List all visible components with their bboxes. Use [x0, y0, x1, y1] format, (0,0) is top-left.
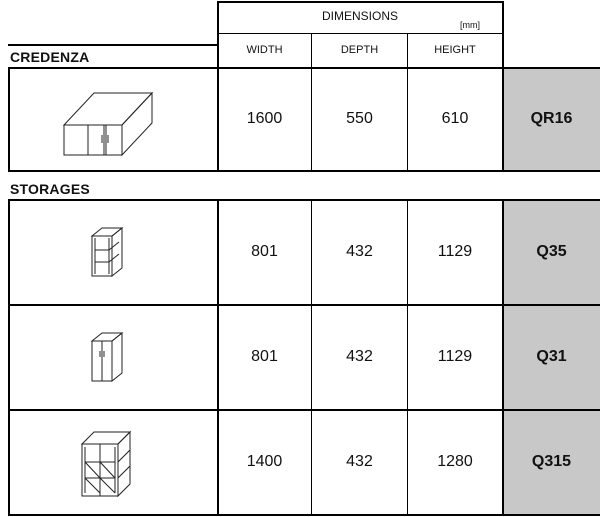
product-code: QR16	[503, 67, 600, 171]
wide-storage-icon	[78, 426, 138, 500]
cell-depth: 432	[346, 243, 373, 260]
cell-depth: 432	[346, 453, 373, 470]
cell-width: 801	[251, 348, 278, 365]
product-code: Q35	[503, 200, 600, 304]
cell-width: 1600	[246, 110, 283, 127]
section-title-credenza: CREDENZA	[10, 49, 90, 65]
table-row	[8, 200, 600, 304]
table-row	[8, 305, 600, 409]
credenza-icon	[58, 77, 158, 161]
cell-height: 610	[441, 110, 469, 127]
cell-height: 1280	[437, 453, 473, 470]
column-header-height: HEIGHT	[434, 44, 476, 56]
product-code: Q315	[503, 410, 600, 514]
cell-depth: 432	[346, 348, 373, 365]
product-code: Q31	[503, 305, 600, 409]
cell-depth: 550	[346, 110, 373, 127]
unit-label: [mm]	[460, 20, 480, 30]
column-header-depth: DEPTH	[340, 44, 379, 56]
table-row	[8, 410, 600, 514]
open-bookcase-icon	[88, 224, 128, 280]
table-row	[8, 67, 600, 171]
cell-height: 1129	[437, 243, 473, 260]
dimensions-header	[217, 2, 503, 34]
column-header-width: WIDTH	[246, 44, 283, 56]
cell-width: 1400	[246, 453, 283, 470]
cell-height: 1129	[437, 348, 473, 365]
door-cabinet-icon	[88, 329, 128, 385]
dimensions-label: DIMENSIONS	[321, 9, 398, 23]
section-title-storages: STORAGES	[10, 181, 90, 197]
cell-width: 801	[251, 243, 278, 260]
